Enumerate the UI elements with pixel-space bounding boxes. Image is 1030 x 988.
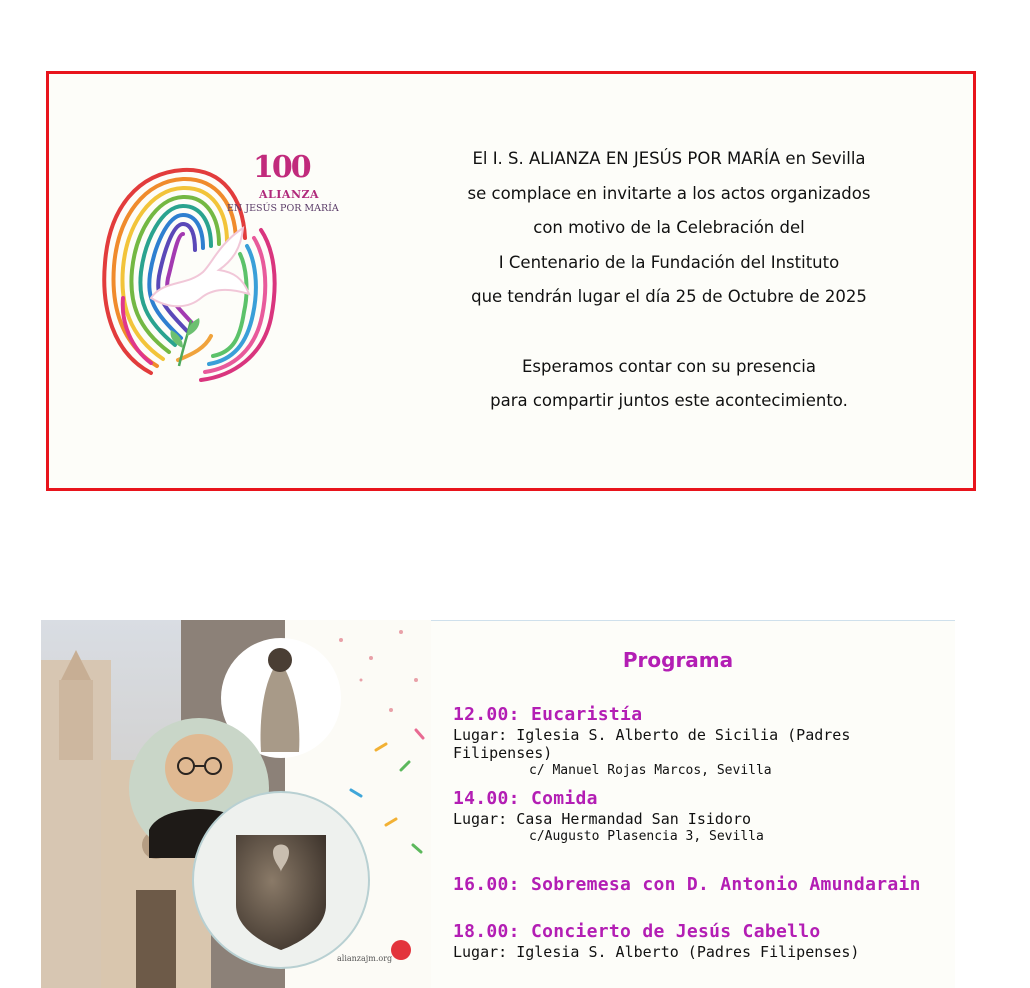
- event-place: Lugar: Casa Hermandad San Isidoro: [453, 810, 752, 828]
- divider: [431, 620, 955, 621]
- event-address: c/Augusto Plasencia 3, Sevilla: [529, 829, 764, 844]
- closing-line: Esperamos contar con su presencia: [522, 356, 816, 376]
- closing-line: para compartir juntos este acontecimiento.: [490, 391, 848, 411]
- invitation-line: que tendrán lugar el día 25 de Octubre de 2025: [471, 287, 867, 307]
- logo-number: 100: [253, 150, 310, 185]
- event-time-title: 18.00: Concierto de Jesús Cabello: [453, 921, 821, 942]
- centenary-logo: [93, 148, 363, 393]
- line-spacer: [379, 315, 959, 350]
- event-time-title: 14.00: Comida: [453, 788, 598, 809]
- invitation-line: I Centenario de la Fundación del Instituto: [498, 252, 840, 272]
- event-item: [453, 921, 953, 961]
- programme-card: [41, 620, 955, 988]
- logo-word: ALIANZA: [259, 188, 320, 201]
- invitation-card: [46, 71, 976, 491]
- invitation-line: El I. S. ALIANZA EN JESÚS POR MARÍA en Sevilla: [472, 149, 866, 168]
- event-place: Lugar: Iglesia S. Alberto (Padres Filipenses): [453, 943, 860, 961]
- fingerprint-dove-icon: [93, 148, 363, 393]
- programme-title: Programa: [622, 648, 734, 672]
- event-item: [453, 788, 953, 844]
- site-caption: alianzajm.org: [337, 954, 393, 963]
- event-time-title: 12.00: Eucaristía: [453, 704, 643, 725]
- invitation-line: se complace en invitarte a los actos organizados: [467, 183, 871, 203]
- logo-subtitle: EN JESÚS POR MARÍA: [227, 203, 339, 214]
- event-address: c/ Manuel Rojas Marcos, Sevilla: [529, 763, 772, 778]
- invitation-line: con motivo de la Celebración del: [533, 218, 805, 238]
- event-item: [453, 704, 953, 778]
- church-collage-icon: [41, 620, 431, 988]
- event-place: Lugar: Iglesia S. Alberto de Sicilia (Padres Filipenses): [453, 726, 851, 762]
- event-item: [453, 874, 953, 895]
- collage-image: [41, 620, 431, 988]
- event-time-title: 16.00: Sobremesa con D. Antonio Amundarain: [453, 874, 921, 895]
- invitation-text: [379, 142, 959, 419]
